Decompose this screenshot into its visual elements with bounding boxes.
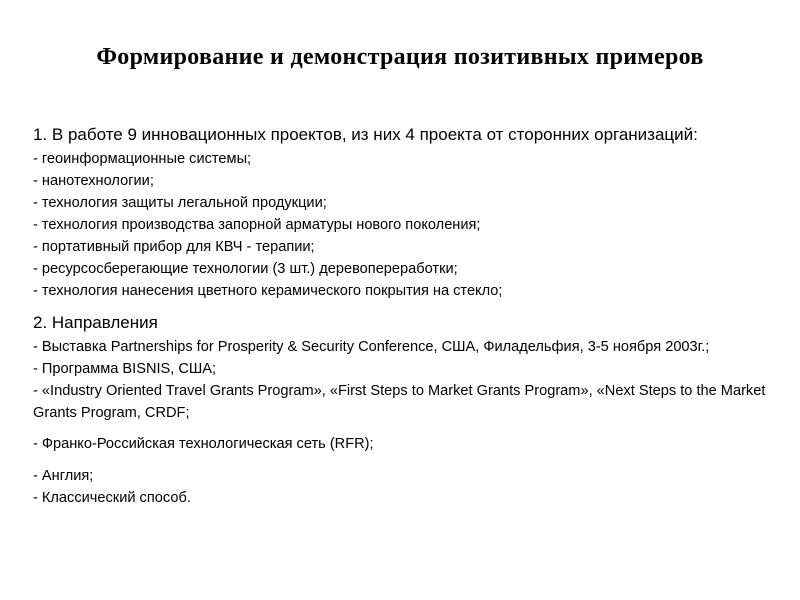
section2-item: - Англия; — [33, 468, 94, 484]
section2-heading: 2. Направления — [33, 313, 158, 332]
section1-item: - технология защиты легальной продукции; — [33, 195, 327, 211]
section2-item: - Программа BISNIS, США; — [33, 361, 217, 377]
section1-item: - геоинформационные системы; — [33, 151, 252, 167]
section1-item: - технология производства запорной арматуры нового поколения; — [33, 217, 481, 233]
section2-item: - «Industry Oriented Travel Grants Program», «First Steps to Market Grants Program», «Next Steps to the Market Grants Program, CRDF; — [33, 383, 766, 421]
section1-item: - портативный прибор для КВЧ - терапии; — [33, 239, 315, 255]
section1-item: - технология нанесения цветного керамического покрытия на стекло; — [33, 283, 503, 299]
slide-title: Формирование и демонстрация позитивных примеров — [96, 44, 704, 70]
section1-item: - ресурсосберегающие технологии (3 шт.) деревопереработки; — [33, 261, 458, 277]
section2-item: - Выставка Partnerships for Prosperity & Security Conference, США, Филадельфия, 3-5 ноября 2003г.; — [33, 339, 710, 355]
section1-item: - нанотехнологии; — [33, 173, 154, 189]
slide-content — [33, 122, 793, 509]
section2-item: - Классический способ. — [33, 490, 191, 506]
section1-heading: 1. В работе 9 инновационных проектов, из них 4 проекта от сторонних организаций: — [33, 125, 698, 144]
section2-item: - Франко-Российская технологическая сеть (RFR); — [33, 436, 374, 452]
